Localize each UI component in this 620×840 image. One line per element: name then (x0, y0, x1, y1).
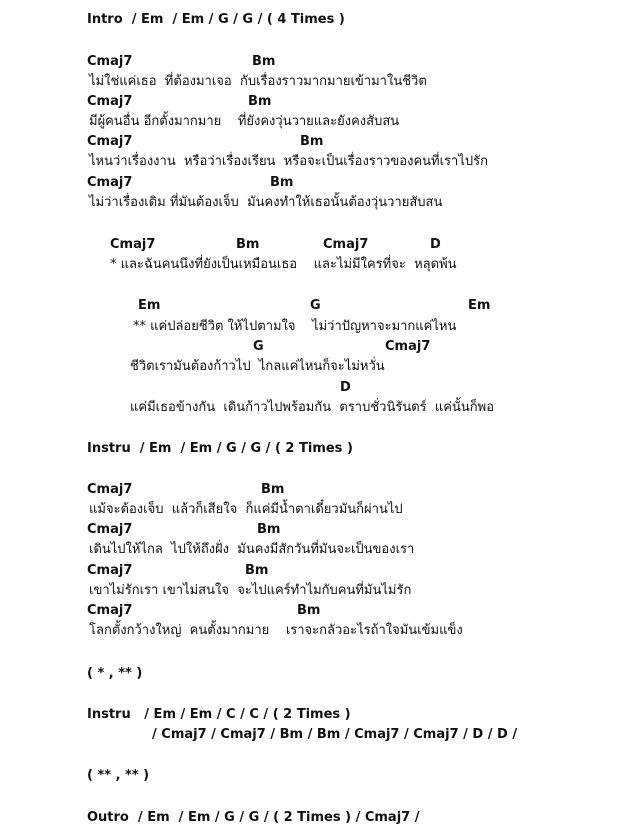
chord: D (430, 237, 441, 252)
lyric-line: แม้จะต้องเจ็บ แล้วก็เสียใจ ก็แค่มีน้ำตาเดี๋ยวมันก็ผ่านไป (89, 502, 403, 517)
chord: G (253, 339, 264, 354)
outro-line: Outro / Em / Em / G / G / ( 2 Times ) / Cmaj7 / (87, 810, 420, 825)
instru-line: Instru / Em / Em / C / C / ( 2 Times ) (87, 707, 351, 722)
chord: Cmaj7 (87, 563, 133, 578)
repeat-line: ( * , ** ) (87, 666, 143, 681)
chord: Bm (252, 54, 276, 69)
lyric-line: เขาไม่รักเรา เขาไม่สนใจ จะไปแคร์ทำไมกับคนที่มันไม่รัก (89, 583, 412, 598)
chord: Bm (236, 237, 260, 252)
instru-line: Instru / Em / Em / G / G / ( 2 Times ) (87, 441, 353, 456)
chord: Cmaj7 (87, 482, 133, 497)
chord: Bm (297, 603, 321, 618)
chord: Cmaj7 (87, 522, 133, 537)
chord: G (310, 298, 321, 313)
chord: Cmaj7 (87, 54, 133, 69)
chord: Cmaj7 (87, 175, 133, 190)
lyric-line: แค่มีเธอข้างกัน เดินก้าวไปพร้อมกัน ตราบชั่วนิรันดร์ แค่นั้นก็พอ (130, 400, 495, 415)
lyric-line: ไม่ว่าเรื่องเดิม ที่มันต้องเจ็บ มันคงทำให้เธอนั้นต้องวุ่นวายสับสน (89, 195, 443, 210)
chord: Cmaj7 (87, 134, 133, 149)
chord: Bm (245, 563, 269, 578)
chord: D (340, 380, 351, 395)
repeat-line: ( ** , ** ) (87, 768, 150, 783)
chord: Bm (261, 482, 285, 497)
lyric-line: ** แค่ปล่อยชีวิต ให้ไปตามใจ ไม่ว่าปัญหาจะมากแค่ไหน (133, 319, 457, 334)
chord: Cmaj7 (87, 94, 133, 109)
chord: Bm (300, 134, 324, 149)
chord: Bm (248, 94, 272, 109)
lyric-line: มีผู้คนอื่น อีกตั้งมากมาย ที่ยังคงวุ่นวายและยังคงสับสน (89, 114, 400, 129)
lyric-line: เดินไปให้ไกล ไปให้ถึงฝั่ง มันคงมีสักวันที่มันจะเป็นของเรา (89, 542, 415, 557)
chord: Em (138, 298, 161, 313)
chord: Em (468, 298, 491, 313)
lyric-line: * และฉันคนนึงที่ยังเป็นเหมือนเธอ และไม่มีใครที่จะ หลุดพ้น (110, 257, 457, 272)
chord: Bm (270, 175, 294, 190)
chord: Cmaj7 (385, 339, 431, 354)
lyric-line: ไม่ใช่แค่เธอ ที่ต้องมาเจอ กับเรื่องราวมากมายเข้ามาในชีวิต (89, 74, 427, 89)
instru-line-2: / Cmaj7 / Cmaj7 / Bm / Bm / Cmaj7 / Cmaj7 / D / D / (152, 727, 518, 742)
intro-line: Intro / Em / Em / G / G / ( 4 Times ) (87, 12, 345, 27)
lyric-line: ชีวิตเรามันต้องก้าวไป ไกลแค่ไหนก็จะไม่หวั่น (130, 359, 385, 374)
chord: Cmaj7 (87, 603, 133, 618)
chord: Cmaj7 (323, 237, 369, 252)
chord: Bm (257, 522, 281, 537)
lyric-line: ไหนว่าเรื่องงาน หรือว่าเรื่องเรียน หรือจะเป็นเรื่องราวของคนที่เราไปรัก (89, 154, 488, 169)
lyric-line: โลกตั้งกว้างใหญ่ คนตั้งมากมาย เราจะกลัวอะไรถ้าใจมันเข้มแข็ง (89, 623, 463, 638)
chord: Cmaj7 (110, 237, 156, 252)
